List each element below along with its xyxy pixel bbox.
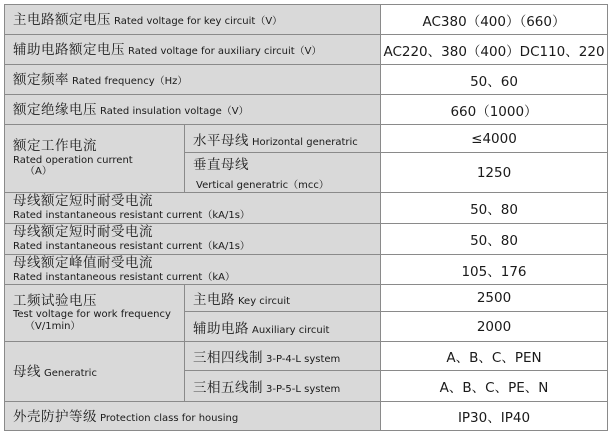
label-zh: 额定绝缘电压: [13, 102, 97, 119]
sub-label-zh: 垂直母线: [193, 157, 249, 173]
row-label: [5, 285, 185, 342]
row-value: 50、60: [381, 65, 608, 95]
sub-label: [185, 342, 381, 371]
label-zh: 母线: [13, 364, 41, 381]
sub-label-en: 3-P-5-L system: [266, 384, 341, 395]
label-zh: 辅助电路额定电压: [13, 42, 125, 59]
label-unit: （V/1min）: [25, 320, 81, 332]
row-value: AC220、380（400）DC110、220: [381, 35, 608, 65]
sub-label-en: Key circuit: [238, 296, 291, 307]
label-zh: 母线额定峰值耐受电流: [13, 254, 153, 271]
table-row: [5, 255, 608, 285]
table-row: [5, 193, 608, 224]
row-label: [5, 224, 381, 255]
row-label: [5, 5, 381, 35]
sub-label-zh: 三相四线制: [193, 350, 263, 366]
label-zh: 工频试验电压: [13, 292, 97, 309]
sub-label: [185, 153, 381, 193]
sub-label-en: Horizontal generatric: [252, 136, 358, 148]
table-row: [5, 224, 608, 255]
label-zh: 母线额定短时耐受电流: [13, 193, 153, 210]
row-label: [5, 65, 381, 95]
row-label: [5, 193, 381, 224]
sub-label: [185, 285, 381, 312]
table-row: [5, 35, 608, 65]
row-value: 1250: [381, 153, 608, 193]
row-value: IP30、IP40: [381, 402, 608, 431]
sub-label-zh: 三相五线制: [193, 380, 263, 396]
table-row: [5, 5, 608, 35]
label-zh: 母线额定短时耐受电流: [13, 224, 153, 241]
sub-label: [185, 312, 381, 342]
table-row: [5, 285, 608, 312]
label-en: Test voltage for work frequency: [13, 309, 171, 321]
label-unit: （A）: [25, 166, 52, 178]
label-en: Generatric: [44, 368, 97, 380]
label-en: Rated instantaneous resistant current（kA/1s）: [13, 210, 250, 221]
row-label: [5, 342, 185, 402]
label-zh: 主电路额定电压: [13, 12, 111, 29]
label-en: Rated voltage for key circuit（V）: [114, 16, 283, 28]
sub-label: [185, 125, 381, 153]
sub-label-zh: 水平母线: [193, 132, 249, 149]
table-row: [5, 65, 608, 95]
row-value: 2000: [381, 312, 608, 342]
sub-label-zh: 主电路: [193, 292, 235, 308]
table-row: [5, 125, 608, 153]
sub-label-en: Auxiliary circuit: [252, 324, 330, 336]
row-value: A、B、C、PE、N: [381, 371, 608, 402]
spec-table: [4, 4, 608, 431]
label-zh: 额定工作电流: [13, 138, 97, 155]
row-value: A、B、C、PEN: [381, 342, 608, 371]
row-label: [5, 125, 185, 193]
sub-label: [185, 371, 381, 402]
row-value: 50、80: [381, 193, 608, 224]
table-row: [5, 402, 608, 431]
label-en: Rated voltage for auxiliary circuit（V）: [128, 46, 322, 58]
row-value: 660（1000）: [381, 95, 608, 125]
row-value: 105、176: [381, 255, 608, 285]
table-row: [5, 95, 608, 125]
row-value: AC380（400）（660）: [381, 5, 608, 35]
label-en: Rated frequency（Hz）: [72, 76, 188, 88]
label-zh: 外壳防护等级: [13, 408, 97, 425]
label-en: Protection class for housing: [100, 412, 239, 424]
label-en: Rated insulation voltage（V）: [100, 106, 249, 118]
table-row: [5, 342, 608, 371]
sub-label-zh: 辅助电路: [193, 320, 249, 337]
row-label: [5, 35, 381, 65]
row-value: ≤4000: [381, 125, 608, 153]
row-value: 50、80: [381, 224, 608, 255]
label-en: Rated operation current: [13, 154, 133, 166]
row-value: 2500: [381, 285, 608, 312]
label-en: Rated instantaneous resistant current（kA/1s）: [13, 241, 250, 252]
sub-label-en: Vertical generatric（mcc）: [196, 180, 329, 191]
row-label: [5, 95, 381, 125]
sub-label-en: 3-P-4-L system: [266, 354, 341, 365]
label-zh: 额定频率: [13, 72, 69, 89]
row-label: [5, 402, 381, 431]
label-en: Rated instantaneous resistant current（kA）: [13, 271, 235, 283]
row-label: [5, 255, 381, 285]
